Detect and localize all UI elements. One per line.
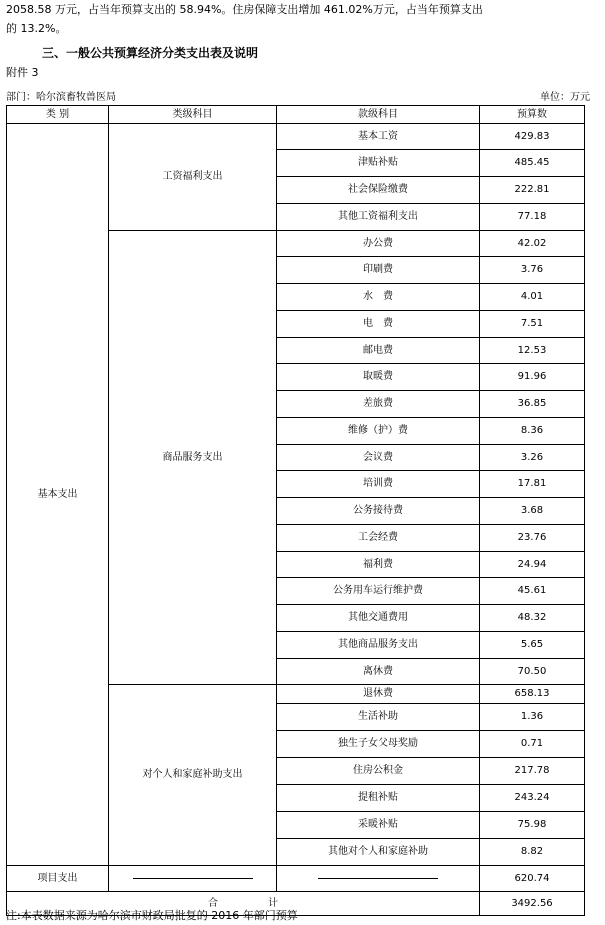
amount-cell: 23.76 <box>480 525 585 552</box>
amount-cell: 91.96 <box>480 364 585 391</box>
header-category: 类 别 <box>7 106 109 124</box>
item-cell: 电 费 <box>277 311 480 338</box>
group-wages: 工资福利支出 <box>109 124 277 231</box>
amount-cell: 45.61 <box>480 578 585 605</box>
amount-cell: 243.24 <box>480 785 585 812</box>
amount-cell: 658.13 <box>480 685 585 704</box>
item-cell: 其他商品服务支出 <box>277 632 480 659</box>
amount-cell: 3.76 <box>480 257 585 284</box>
amount-cell: 12.53 <box>480 338 585 364</box>
item-cell: 邮电费 <box>277 338 480 364</box>
table-row <box>7 124 585 150</box>
amount-cell: 8.36 <box>480 418 585 445</box>
header-amount: 预算数 <box>480 106 585 124</box>
total-label: 合 计 <box>7 892 480 916</box>
item-cell: 公务接待费 <box>277 498 480 525</box>
project-item-dash <box>277 866 480 892</box>
item-cell: 会议费 <box>277 445 480 471</box>
group-goods: 商品服务支出 <box>109 231 277 685</box>
amount-cell: 7.51 <box>480 311 585 338</box>
amount-cell: 5.65 <box>480 632 585 659</box>
table-header-row <box>7 106 585 124</box>
item-cell: 独生子女父母奖励 <box>277 731 480 758</box>
amount-cell: 70.50 <box>480 659 585 685</box>
item-cell: 水 费 <box>277 284 480 311</box>
group-subsidy: 对个人和家庭补助支出 <box>109 685 277 866</box>
department-label: 部门：哈尔滨畜牧兽医局 <box>6 92 116 103</box>
item-cell: 维修（护）费 <box>277 418 480 445</box>
amount-cell: 24.94 <box>480 552 585 578</box>
project-label: 项目支出 <box>7 866 109 892</box>
item-cell: 其他交通费用 <box>277 605 480 632</box>
item-cell: 培训费 <box>277 471 480 498</box>
item-cell: 社会保险缴费 <box>277 177 480 204</box>
item-cell: 生活补助 <box>277 704 480 731</box>
item-cell: 办公费 <box>277 231 480 257</box>
intro-line-1: 2058.58 万元，占当年预算支出的 58.94%。住房保障支出增加 461.02%万元，占当年预算支出 <box>6 3 483 16</box>
item-cell: 取暖费 <box>277 364 480 391</box>
project-class-dash <box>109 866 277 892</box>
item-cell: 住房公积金 <box>277 758 480 785</box>
amount-cell: 77.18 <box>480 204 585 231</box>
project-row <box>7 866 585 892</box>
amount-cell: 75.98 <box>480 812 585 839</box>
project-amount: 620.74 <box>480 866 585 892</box>
budget-table <box>6 105 585 916</box>
section-heading: 三、一般公共预算经济分类支出表及说明 <box>42 46 259 60</box>
amount-cell: 429.83 <box>480 124 585 150</box>
attachment-label: 附件 3 <box>6 66 39 79</box>
amount-cell: 485.45 <box>480 150 585 177</box>
header-item: 款级科目 <box>277 106 480 124</box>
amount-cell: 4.01 <box>480 284 585 311</box>
amount-cell: 17.81 <box>480 471 585 498</box>
intro-line-2: 的 13.2%。 <box>6 22 67 35</box>
amount-cell: 8.82 <box>480 839 585 866</box>
item-cell: 基本工资 <box>277 124 480 150</box>
amount-cell: 48.32 <box>480 605 585 632</box>
amount-cell: 36.85 <box>480 391 585 418</box>
amount-cell: 3.68 <box>480 498 585 525</box>
footer-note: 注:本表数据来源为哈尔滨市财政局批复的 2016 年部门预算 <box>6 909 298 922</box>
item-cell: 离休费 <box>277 659 480 685</box>
amount-cell: 222.81 <box>480 177 585 204</box>
amount-cell: 0.71 <box>480 731 585 758</box>
unit-label: 单位：万元 <box>540 92 590 103</box>
amount-cell: 42.02 <box>480 231 585 257</box>
item-cell: 工会经费 <box>277 525 480 552</box>
amount-cell: 3.26 <box>480 445 585 471</box>
item-cell: 差旅费 <box>277 391 480 418</box>
item-cell: 印刷费 <box>277 257 480 284</box>
header-class: 类级科目 <box>109 106 277 124</box>
item-cell: 提租补贴 <box>277 785 480 812</box>
item-cell: 其他工资福利支出 <box>277 204 480 231</box>
item-cell: 津贴补贴 <box>277 150 480 177</box>
item-cell: 其他对个人和家庭补助 <box>277 839 480 866</box>
basic-category-cell: 基本支出 <box>7 124 109 866</box>
item-cell: 公务用车运行维护费 <box>277 578 480 605</box>
item-cell: 福利费 <box>277 552 480 578</box>
total-amount: 3492.56 <box>480 892 585 916</box>
item-cell: 采暖补贴 <box>277 812 480 839</box>
amount-cell: 217.78 <box>480 758 585 785</box>
amount-cell: 1.36 <box>480 704 585 731</box>
item-cell: 退休费 <box>277 685 480 704</box>
